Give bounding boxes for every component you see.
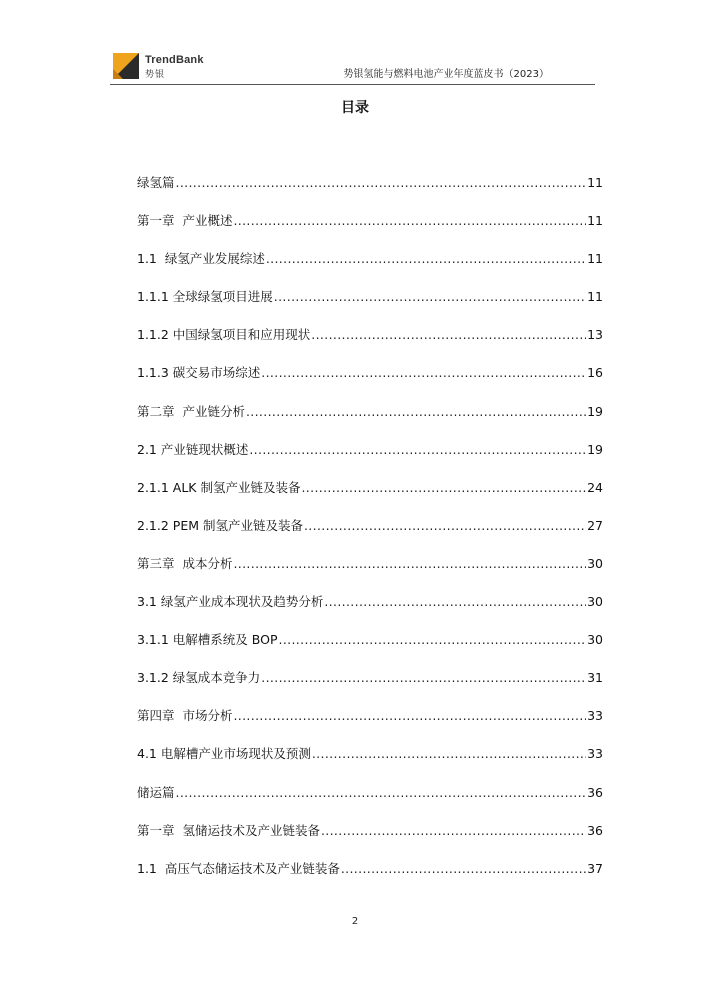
toc-entry-page: 19 [587,403,603,419]
toc-entry[interactable] [137,667,603,705]
toc-entry-page: 30 [587,594,603,610]
toc-dot-leader [274,286,586,308]
toc-entry-label: 第四章 市场分析 [137,708,233,724]
toc-entry-page: 11 [587,251,603,267]
toc-entry[interactable] [137,172,603,210]
toc-entry-page: 36 [587,822,603,838]
toc-entry[interactable] [137,248,603,286]
page-header [110,50,595,85]
toc-entry-label: 1.1.1 全球绿氢项目进展 [137,289,273,305]
toc-dot-leader [312,743,586,765]
toc-entry-label: 3.1.2 绿氢成本竞争力 [137,670,261,686]
toc-dot-leader [246,401,586,423]
toc-dot-leader [176,782,587,804]
toc-entry-label: 1.1 绿氢产业发展综述 [137,251,265,267]
toc-entry-page: 24 [587,479,603,495]
toc-entry-label: 3.1.1 电解槽系统及 BOP [137,632,278,648]
toc-dot-leader [301,477,586,499]
logo-english-text: TrendBank [145,54,204,66]
toc-entry[interactable] [137,743,603,781]
toc-dot-leader [176,172,587,194]
toc-entry-label: 第一章 氢储运技术及产业链装备 [137,822,320,838]
toc-entry-label: 第二章 产业链分析 [137,403,245,419]
toc-dot-leader [249,439,586,461]
toc-entry-page: 31 [587,670,603,686]
toc-entry[interactable] [137,439,603,477]
toc-entry-page: 19 [587,441,603,457]
toc-entry-page: 11 [587,289,603,305]
toc-entry-label: 第一章 产业概述 [137,213,233,229]
toc-entry-label: 绿氢篇 [137,175,175,190]
toc-dot-leader [321,820,586,842]
toc-entry[interactable] [137,858,603,896]
trendbank-logo-icon [113,53,139,79]
table-of-contents [137,172,603,896]
toc-entry[interactable] [137,629,603,667]
toc-dot-leader [233,553,586,575]
toc-entry-label: 1.1.2 中国绿氢项目和应用现状 [137,327,311,343]
toc-heading: 目录 [341,100,369,116]
toc-entry-label: 2.1.1 ALK 制氢产业链及装备 [137,479,301,495]
toc-dot-leader [233,210,586,232]
document-title: 势银氢能与燃料电池产业年度蓝皮书（2023） [343,69,549,80]
toc-entry-page: 11 [587,175,603,190]
toc-dot-leader [311,324,586,346]
toc-entry-label: 1.1.3 碳交易市场综述 [137,365,261,381]
toc-entry[interactable] [137,782,603,820]
toc-dot-leader [304,515,586,537]
toc-dot-leader [279,629,587,651]
toc-entry-label: 3.1 绿氢产业成本现状及趋势分析 [137,594,324,610]
toc-entry[interactable] [137,362,603,400]
toc-entry-page: 16 [587,365,603,381]
toc-entry-page: 33 [587,708,603,724]
toc-entry[interactable] [137,705,603,743]
toc-entry[interactable] [137,401,603,439]
toc-dot-leader [233,705,586,727]
toc-entry[interactable] [137,286,603,324]
toc-dot-leader [266,248,586,270]
toc-entry[interactable] [137,820,603,858]
toc-entry[interactable] [137,210,603,248]
toc-entry-page: 30 [587,632,603,648]
toc-entry-page: 36 [587,784,603,800]
toc-entry-page: 11 [587,213,603,229]
toc-entry[interactable] [137,591,603,629]
toc-entry-page: 37 [587,860,603,876]
toc-dot-leader [341,858,586,880]
toc-entry[interactable] [137,515,603,553]
toc-entry-label: 2.1.2 PEM 制氢产业链及装备 [137,517,303,533]
trendbank-logo [113,53,233,83]
logo-chinese-text: 势银 [145,70,166,80]
toc-entry-page: 13 [587,327,603,343]
toc-entry-label: 4.1 电解槽产业市场现状及预测 [137,746,311,762]
toc-entry[interactable] [137,477,603,515]
toc-dot-leader [324,591,586,613]
toc-entry-page: 30 [587,555,603,571]
toc-entry[interactable] [137,324,603,362]
toc-entry-label: 第三章 成本分析 [137,555,233,571]
page-number: 2 [351,916,359,927]
toc-entry-page: 27 [587,517,603,533]
toc-dot-leader [261,667,586,689]
toc-entry-label: 1.1 高压气态储运技术及产业链装备 [137,860,340,876]
toc-entry-label: 储运篇 [137,784,175,800]
toc-entry-page: 33 [587,746,603,762]
toc-entry[interactable] [137,553,603,591]
toc-dot-leader [261,362,586,384]
toc-entry-label: 2.1 产业链现状概述 [137,441,249,457]
